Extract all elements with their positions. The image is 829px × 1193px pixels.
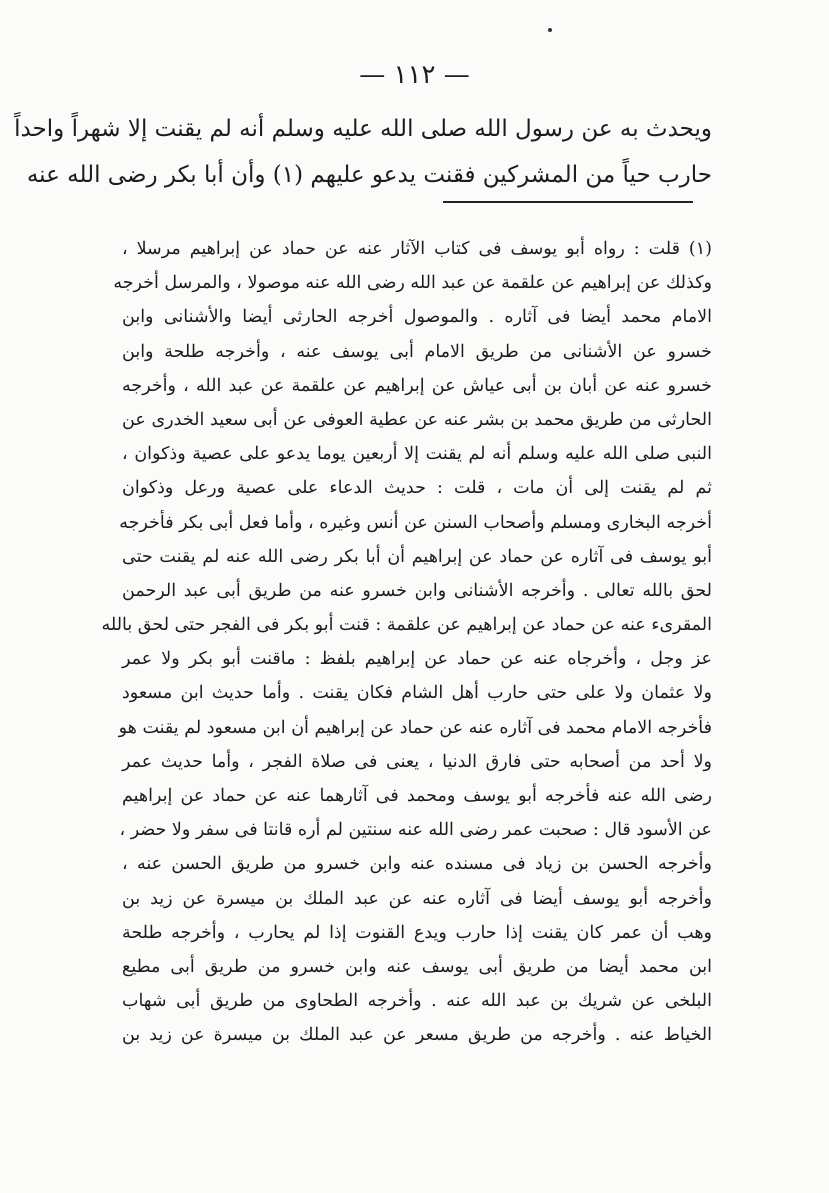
footnote-line: عز وجل ، وأخرجاه عنه عن حماد عن إبراهيم بلفظ : ماقنت أبو بكر ولا عمر [122,649,712,670]
footnote-line: ثم لم يقنت إلى أن مات ، قلت : حديث الدعاء على عصية ورعل وذكوان [122,478,712,499]
main-line: ويحدث به عن رسول الله صلى الله عليه وسلم أنه لم يقنت إلا شهراً واحداً [14,116,712,142]
footnote-line: وأخرجه الحسن بن زياد فى مسنده عنه وابن خسرو من طريق الحسن عنه ، [122,854,712,875]
footnote-line: الحارثى من طريق محمد بن بشر عنه عن عطية العوفى عن أبى سعيد الخدرى عن [122,409,712,430]
page-speck [548,28,552,32]
footnote-line: أخرجه البخارى ومسلم وأصحاب السنن عن أنس وغيره ، وأما فعل أبى بكر فأخرجه [119,512,712,533]
footnote-line: ولا عثمان ولا على حتى حارب أهل الشام فكان يقنت . وأما حديث ابن مسعود [122,683,712,704]
footnote-line: رضى الله عنه فأخرجه أبو يوسف ومحمد فى آثارهما عنه عن حماد عن إبراهيم [122,786,712,806]
footnote-line: ولا أحد من أصحابه حتى فارق الدنيا ، يعنى فى صلاة الفجر ، وأما حديث عمر [122,751,712,772]
footnote-line: الامام محمد أيضا فى آثاره . والموصول أخرجه الحارثى أيضا والأشنانى وابن [122,307,712,328]
footnote-line: وأخرجه أبو يوسف أيضا فى آثاره عنه عن عبد الملك بن ميسرة عن زيد بن [122,888,712,909]
footnote-line: النبى صلى الله عليه وسلم أنه لم يقنت إلا أربعين يوما يدعو على عصية وذكوان ، [122,444,712,465]
footnote-line: فأخرجه الامام محمد فى آثاره عنه عن حماد عن إبراهيم أن ابن مسعود لم يقنت هو [118,717,712,738]
footnote-line: (١) قلت : رواه أبو يوسف فى كتاب الآثار عنه عن حماد عن إبراهيم مرسلا ، [122,239,712,259]
page-number: — ١١٢ — [359,60,470,90]
footnote-line: أبو يوسف فى آثاره عن حماد عن إبراهيم أن أبا بكر رضى الله عنه لم يقنت حتى [122,546,712,567]
footnote-line: البلخى عن شريك بن عبد الله عنه . وأخرجه الطحاوى من طريق أبى شهاب [122,991,712,1012]
footnote-divider [443,201,693,203]
main-line: حارب حياً من المشركين فقنت يدعو عليهم (١) وأن أبا بكر رضى الله عنه [26,162,712,188]
footnote-line: ابن محمد أيضا من طريق أبى يوسف عنه وابن خسرو من طريق أبى مطيع [122,956,712,977]
footnote-line: لحق بالله تعالى . وأخرجه الأشنانى وابن خسرو عنه من طريق أبى عبد الرحمن [122,580,712,601]
footnote-line: وكذلك عن إبراهيم عن علقمة عن عبد الله رضى الله عنه موصولا ، والمرسل أخرجه [113,273,712,294]
footnote-line: عن الأسود قال : صحبت عمر رضى الله عنه سنتين لم أره قانتا فى سفر ولا حضر ، [119,820,712,841]
footnote [101,232,712,1053]
footnote-line: وهب أن عمر كان يقنت إذا حارب ويدع القنوت إذا لم يحارب ، وأخرجه طلحة [122,922,712,943]
footnote-line: الخياط عنه . وأخرجه من طريق مسعر عن عبد الملك بن ميسرة عن زيد بن [122,1025,712,1046]
footnote-line: خسرو عنه عن أبان بن أبى عياش عن إبراهيم عن علقمة عن عبد الله ، وأخرجه [122,375,712,396]
footnote-line: خسرو عن الأشنانى من طريق الامام أبى يوسف عنه ، وأخرجه طلحة وابن [122,341,712,362]
main-text [14,106,712,198]
footnote-line: المقرىء عنه عن حماد عن إبراهيم عن علقمة : قنت أبو بكر فى الفجر حتى لحق بالله [101,615,712,636]
